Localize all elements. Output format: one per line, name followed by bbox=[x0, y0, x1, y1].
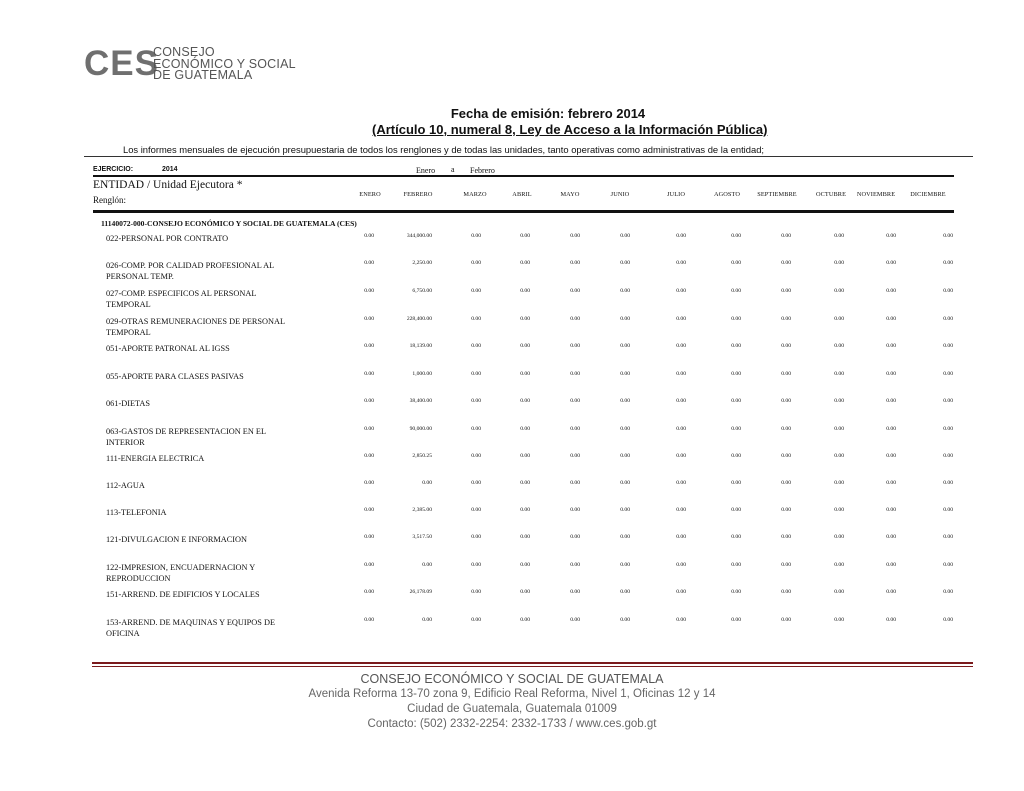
amount-cell: 0.00 bbox=[570, 288, 580, 294]
amount-cell: 0.00 bbox=[520, 426, 530, 432]
amount-cell: 0.00 bbox=[364, 507, 374, 513]
month-header: MAYO bbox=[560, 191, 580, 198]
amount-cell: 0.00 bbox=[731, 589, 741, 595]
amount-cell: 0.00 bbox=[676, 480, 686, 486]
amount-cell: 0.00 bbox=[570, 480, 580, 486]
renglon-name: 151-ARREND. DE EDIFICIOS Y LOCALES bbox=[106, 590, 260, 599]
logo-mark: CES bbox=[84, 44, 159, 83]
amount-cell: 0.00 bbox=[834, 453, 844, 459]
amount-cell: 0.00 bbox=[471, 562, 481, 568]
amount-cell: 0.00 bbox=[422, 480, 432, 486]
amount-cell: 0.00 bbox=[620, 534, 630, 540]
amount-cell: 0.00 bbox=[676, 398, 686, 404]
amount-cell: 344,000.00 bbox=[406, 233, 432, 239]
ces-logo bbox=[84, 44, 314, 84]
amount-cell: 0.00 bbox=[886, 507, 896, 513]
amount-cell: 0.00 bbox=[570, 453, 580, 459]
amount-cell: 3,517.50 bbox=[412, 534, 432, 540]
amount-cell: 0.00 bbox=[471, 617, 481, 623]
amount-cell: 0.00 bbox=[620, 233, 630, 239]
amount-cell: 0.00 bbox=[731, 534, 741, 540]
amount-cell: 0.00 bbox=[781, 480, 791, 486]
table-row bbox=[0, 398, 1024, 422]
issue-date-heading bbox=[0, 106, 1024, 121]
amount-cell: 0.00 bbox=[471, 260, 481, 266]
amount-cell: 0.00 bbox=[520, 480, 530, 486]
amount-cell: 0.00 bbox=[731, 398, 741, 404]
amount-cell: 0.00 bbox=[834, 371, 844, 377]
amount-cell: 0.00 bbox=[943, 288, 953, 294]
divider bbox=[93, 175, 954, 177]
amount-cell: 0.00 bbox=[570, 426, 580, 432]
renglon-name: 051-APORTE PATRONAL AL IGSS bbox=[106, 344, 230, 353]
amount-cell: 0.00 bbox=[781, 589, 791, 595]
amount-cell: 0.00 bbox=[943, 617, 953, 623]
amount-cell: 0.00 bbox=[731, 562, 741, 568]
amount-cell: 0.00 bbox=[731, 233, 741, 239]
amount-cell: 0.00 bbox=[781, 371, 791, 377]
amount-cell: 0.00 bbox=[570, 507, 580, 513]
amount-cell: 0.00 bbox=[570, 589, 580, 595]
amount-cell: 26,178.09 bbox=[409, 589, 432, 595]
amount-cell: 0.00 bbox=[676, 453, 686, 459]
amount-cell: 2,385.00 bbox=[412, 507, 432, 513]
logo-line: ECONÓMICO Y SOCIAL bbox=[153, 56, 296, 71]
amount-cell: 0.00 bbox=[364, 453, 374, 459]
renglon-name: 063-GASTOS DE REPRESENTACION EN EL INTERIOR bbox=[106, 427, 266, 447]
amount-cell: 2,850.25 bbox=[412, 453, 432, 459]
table-row bbox=[0, 589, 1024, 613]
footer-city: Ciudad de Guatemala, Guatemala 01009 bbox=[407, 703, 617, 715]
amount-cell: 0.00 bbox=[886, 426, 896, 432]
amount-cell: 0.00 bbox=[364, 316, 374, 322]
renglon-name: 111-ENERGIA ELECTRICA bbox=[106, 454, 205, 463]
amount-cell: 0.00 bbox=[781, 233, 791, 239]
renglon-name: 153-ARREND. DE MAQUINAS Y EQUIPOS DE OFICINA bbox=[106, 618, 276, 638]
amount-cell: 0.00 bbox=[886, 398, 896, 404]
amount-cell: 0.00 bbox=[520, 617, 530, 623]
renglon-name: 055-APORTE PARA CLASES PASIVAS bbox=[106, 372, 244, 381]
table-row bbox=[0, 507, 1024, 531]
amount-cell: 0.00 bbox=[781, 316, 791, 322]
amount-cell: 0.00 bbox=[676, 617, 686, 623]
amount-cell: 0.00 bbox=[886, 589, 896, 595]
amount-cell: 0.00 bbox=[943, 534, 953, 540]
amount-cell: 0.00 bbox=[886, 316, 896, 322]
amount-cell: 0.00 bbox=[570, 398, 580, 404]
amount-cell: 0.00 bbox=[886, 260, 896, 266]
renglon-name: 113-TELEFONIA bbox=[106, 508, 167, 517]
month-header: MARZO bbox=[463, 191, 487, 198]
table-row bbox=[0, 480, 1024, 504]
amount-cell: 0.00 bbox=[471, 343, 481, 349]
amount-cell: 0.00 bbox=[886, 480, 896, 486]
amount-cell: 0.00 bbox=[520, 343, 530, 349]
table-row bbox=[0, 534, 1024, 558]
amount-cell: 0.00 bbox=[364, 562, 374, 568]
ejercicio-year: 2014 bbox=[162, 166, 178, 173]
amount-cell: 0.00 bbox=[943, 453, 953, 459]
month-header: ABRIL bbox=[512, 191, 532, 198]
amount-cell: 6,750.00 bbox=[412, 288, 432, 294]
footer-organization: CONSEJO ECONÓMICO Y SOCIAL DE GUATEMALA bbox=[360, 672, 664, 686]
amount-cell: 0.00 bbox=[781, 398, 791, 404]
amount-cell: 0.00 bbox=[676, 371, 686, 377]
amount-cell: 0.00 bbox=[520, 507, 530, 513]
amount-cell: 0.00 bbox=[676, 233, 686, 239]
footer-contact: Contacto: (502) 2332-2254: 2332-1733 / www.ces.gob.gt bbox=[367, 718, 657, 730]
amount-cell: 0.00 bbox=[886, 562, 896, 568]
amount-cell: 0.00 bbox=[834, 233, 844, 239]
amount-cell: 0.00 bbox=[781, 617, 791, 623]
table-row bbox=[0, 426, 1024, 450]
amount-cell: 0.00 bbox=[943, 233, 953, 239]
amount-cell: 0.00 bbox=[676, 288, 686, 294]
table-row bbox=[0, 233, 1024, 257]
amount-cell: 0.00 bbox=[781, 534, 791, 540]
amount-cell: 0.00 bbox=[943, 480, 953, 486]
period-separator: a bbox=[451, 165, 455, 174]
divider bbox=[84, 156, 973, 157]
amount-cell: 0.00 bbox=[364, 589, 374, 595]
amount-cell: 0.00 bbox=[364, 288, 374, 294]
amount-cell: 0.00 bbox=[570, 233, 580, 239]
amount-cell: 0.00 bbox=[834, 480, 844, 486]
month-header: AGOSTO bbox=[713, 191, 741, 198]
table-row bbox=[0, 260, 1024, 284]
amount-cell: 0.00 bbox=[943, 371, 953, 377]
amount-cell: 0.00 bbox=[731, 507, 741, 513]
amount-cell: 0.00 bbox=[886, 534, 896, 540]
amount-cell: 0.00 bbox=[364, 480, 374, 486]
amount-cell: 0.00 bbox=[731, 343, 741, 349]
amount-cell: 0.00 bbox=[364, 233, 374, 239]
amount-cell: 0.00 bbox=[731, 426, 741, 432]
amount-cell: 0.00 bbox=[886, 343, 896, 349]
amount-cell: 0.00 bbox=[676, 260, 686, 266]
amount-cell: 0.00 bbox=[520, 233, 530, 239]
amount-cell: 0.00 bbox=[943, 426, 953, 432]
renglon-name: 026-COMP. POR CALIDAD PROFESIONAL AL PERSONAL TEMP. bbox=[106, 261, 274, 281]
amount-cell: 0.00 bbox=[676, 534, 686, 540]
amount-cell: 0.00 bbox=[834, 260, 844, 266]
amount-cell: 0.00 bbox=[834, 288, 844, 294]
amount-cell: 0.00 bbox=[781, 453, 791, 459]
amount-cell: 0.00 bbox=[620, 260, 630, 266]
amount-cell: 0.00 bbox=[364, 426, 374, 432]
entity-row: 11140072-000-CONSEJO ECONÓMICO Y SOCIAL DE GUATEMALA (CES) bbox=[101, 219, 357, 228]
amount-cell: 0.00 bbox=[471, 507, 481, 513]
amount-cell: 0.00 bbox=[676, 426, 686, 432]
amount-cell: 0.00 bbox=[620, 343, 630, 349]
logo-line: CONSEJO bbox=[153, 45, 215, 59]
amount-cell: 0.00 bbox=[834, 562, 844, 568]
amount-cell: 0.00 bbox=[731, 453, 741, 459]
amount-cell: 0.00 bbox=[520, 288, 530, 294]
amount-cell: 0.00 bbox=[364, 617, 374, 623]
table-row bbox=[0, 316, 1024, 340]
amount-cell: 0.00 bbox=[731, 316, 741, 322]
period-from: Enero bbox=[416, 166, 436, 175]
amount-cell: 0.00 bbox=[364, 343, 374, 349]
amount-cell: 0.00 bbox=[620, 288, 630, 294]
amount-cell: 0.00 bbox=[471, 480, 481, 486]
amount-cell: 0.00 bbox=[676, 343, 686, 349]
amount-cell: 0.00 bbox=[731, 260, 741, 266]
amount-cell: 0.00 bbox=[471, 534, 481, 540]
logo-text bbox=[153, 47, 296, 82]
amount-cell: 90,000.00 bbox=[409, 426, 432, 432]
amount-cell: 0.00 bbox=[943, 398, 953, 404]
month-header: JULIO bbox=[667, 191, 685, 198]
amount-cell: 0.00 bbox=[943, 562, 953, 568]
table-row bbox=[0, 453, 1024, 477]
amount-cell: 0.00 bbox=[886, 288, 896, 294]
amount-cell: 0.00 bbox=[676, 507, 686, 513]
amount-cell: 0.00 bbox=[471, 426, 481, 432]
amount-cell: 0.00 bbox=[834, 534, 844, 540]
amount-cell: 0.00 bbox=[620, 453, 630, 459]
amount-cell: 0.00 bbox=[570, 562, 580, 568]
amount-cell: 0.00 bbox=[471, 288, 481, 294]
amount-cell: 18,139.00 bbox=[409, 343, 432, 349]
amount-cell: 0.00 bbox=[422, 617, 432, 623]
month-header: ENERO bbox=[359, 191, 381, 198]
amount-cell: 0.00 bbox=[731, 371, 741, 377]
amount-cell: 2,250.00 bbox=[412, 260, 432, 266]
amount-cell: 0.00 bbox=[520, 589, 530, 595]
ejercicio-label: EJERCICIO: bbox=[93, 166, 134, 173]
amount-cell: 0.00 bbox=[943, 589, 953, 595]
amount-cell: 0.00 bbox=[364, 260, 374, 266]
amount-cell: 0.00 bbox=[520, 453, 530, 459]
amount-cell: 0.00 bbox=[471, 233, 481, 239]
amount-cell: 0.00 bbox=[834, 343, 844, 349]
amount-cell: 0.00 bbox=[886, 233, 896, 239]
amount-cell: 0.00 bbox=[471, 589, 481, 595]
renglon-name: 061-DIETAS bbox=[106, 399, 151, 408]
amount-cell: 0.00 bbox=[471, 316, 481, 322]
amount-cell: 228,400.00 bbox=[406, 316, 432, 322]
amount-cell: 0.00 bbox=[620, 316, 630, 322]
amount-cell: 38,400.00 bbox=[409, 398, 432, 404]
amount-cell: 0.00 bbox=[676, 316, 686, 322]
issue-date-text: Fecha de emisión: febrero 2014 bbox=[450, 106, 646, 121]
law-reference-heading: (Artículo 10, numeral 8, Ley de Acceso a la Información Pública) bbox=[372, 122, 768, 137]
month-header: OCTUBRE bbox=[815, 191, 847, 198]
amount-cell: 0.00 bbox=[834, 617, 844, 623]
amount-cell: 0.00 bbox=[620, 480, 630, 486]
table-header-rule bbox=[93, 210, 954, 213]
amount-cell: 1,000.00 bbox=[412, 371, 432, 377]
amount-cell: 0.00 bbox=[620, 562, 630, 568]
report-description: Los informes mensuales de ejecución presupuestaria de todos los renglones y de todas las unidades, tanto operativas como administrativas de la entidad; bbox=[123, 144, 765, 155]
amount-cell: 0.00 bbox=[520, 562, 530, 568]
table-row bbox=[0, 371, 1024, 395]
table-row bbox=[0, 343, 1024, 367]
amount-cell: 0.00 bbox=[781, 426, 791, 432]
renglon-name: 121-DIVULGACION E INFORMACION bbox=[106, 535, 248, 544]
table-row bbox=[0, 562, 1024, 586]
period-to: Febrero bbox=[470, 166, 495, 175]
month-header: SEPTIEMBRE bbox=[757, 191, 797, 198]
amount-cell: 0.00 bbox=[886, 453, 896, 459]
amount-cell: 0.00 bbox=[781, 343, 791, 349]
amount-cell: 0.00 bbox=[520, 534, 530, 540]
amount-cell: 0.00 bbox=[364, 398, 374, 404]
amount-cell: 0.00 bbox=[620, 617, 630, 623]
amount-cell: 0.00 bbox=[886, 617, 896, 623]
renglon-name: 022-PERSONAL POR CONTRATO bbox=[106, 234, 229, 243]
amount-cell: 0.00 bbox=[781, 288, 791, 294]
table-row bbox=[0, 617, 1024, 641]
amount-cell: 0.00 bbox=[520, 398, 530, 404]
amount-cell: 0.00 bbox=[471, 398, 481, 404]
amount-cell: 0.00 bbox=[520, 371, 530, 377]
amount-cell: 0.00 bbox=[520, 260, 530, 266]
footer-address: Avenida Reforma 13-70 zona 9, Edificio Real Reforma, Nivel 1, Oficinas 12 y 14 bbox=[308, 688, 716, 700]
amount-cell: 0.00 bbox=[364, 371, 374, 377]
footer-rule bbox=[92, 666, 973, 667]
amount-cell: 0.00 bbox=[781, 562, 791, 568]
amount-cell: 0.00 bbox=[834, 316, 844, 322]
amount-cell: 0.00 bbox=[620, 426, 630, 432]
amount-cell: 0.00 bbox=[943, 316, 953, 322]
amount-cell: 0.00 bbox=[834, 426, 844, 432]
amount-cell: 0.00 bbox=[781, 507, 791, 513]
amount-cell: 0.00 bbox=[570, 617, 580, 623]
amount-cell: 0.00 bbox=[943, 507, 953, 513]
amount-cell: 0.00 bbox=[570, 260, 580, 266]
amount-cell: 0.00 bbox=[886, 371, 896, 377]
amount-cell: 0.00 bbox=[471, 453, 481, 459]
renglon-name: 027-COMP. ESPECIFICOS AL PERSONAL TEMPORAL bbox=[106, 289, 257, 309]
amount-cell: 0.00 bbox=[364, 534, 374, 540]
amount-cell: 0.00 bbox=[731, 288, 741, 294]
renglon-name: 122-IMPRESION, ENCUADERNACION Y REPRODUCCION bbox=[106, 563, 255, 583]
amount-cell: 0.00 bbox=[620, 398, 630, 404]
amount-cell: 0.00 bbox=[422, 562, 432, 568]
amount-cell: 0.00 bbox=[943, 343, 953, 349]
amount-cell: 0.00 bbox=[676, 562, 686, 568]
table-row bbox=[0, 288, 1024, 312]
amount-cell: 0.00 bbox=[570, 534, 580, 540]
amount-cell: 0.00 bbox=[620, 507, 630, 513]
footer-rule bbox=[92, 662, 973, 664]
month-header: FEBRERO bbox=[403, 191, 433, 198]
amount-cell: 0.00 bbox=[781, 260, 791, 266]
amount-cell: 0.00 bbox=[834, 589, 844, 595]
amount-cell: 0.00 bbox=[570, 343, 580, 349]
renglon-name: 029-OTRAS REMUNERACIONES DE PERSONAL TEMPORAL bbox=[106, 317, 285, 337]
amount-cell: 0.00 bbox=[834, 507, 844, 513]
amount-cell: 0.00 bbox=[834, 398, 844, 404]
amount-cell: 0.00 bbox=[943, 260, 953, 266]
amount-cell: 0.00 bbox=[620, 589, 630, 595]
amount-cell: 0.00 bbox=[471, 371, 481, 377]
amount-cell: 0.00 bbox=[731, 480, 741, 486]
amount-cell: 0.00 bbox=[570, 316, 580, 322]
renglon-label: Renglón: bbox=[93, 195, 126, 205]
amount-cell: 0.00 bbox=[676, 589, 686, 595]
amount-cell: 0.00 bbox=[731, 617, 741, 623]
month-header: JUNIO bbox=[610, 191, 630, 198]
renglon-name: 112-AGUA bbox=[106, 481, 145, 490]
entidad-label: ENTIDAD / Unidad Ejecutora * bbox=[93, 179, 243, 191]
amount-cell: 0.00 bbox=[620, 371, 630, 377]
logo-line: DE GUATEMALA bbox=[153, 68, 253, 82]
month-header: NOVIEMBRE bbox=[856, 191, 896, 198]
month-header: DICIEMBRE bbox=[910, 191, 946, 198]
amount-cell: 0.00 bbox=[520, 316, 530, 322]
amount-cell: 0.00 bbox=[570, 371, 580, 377]
